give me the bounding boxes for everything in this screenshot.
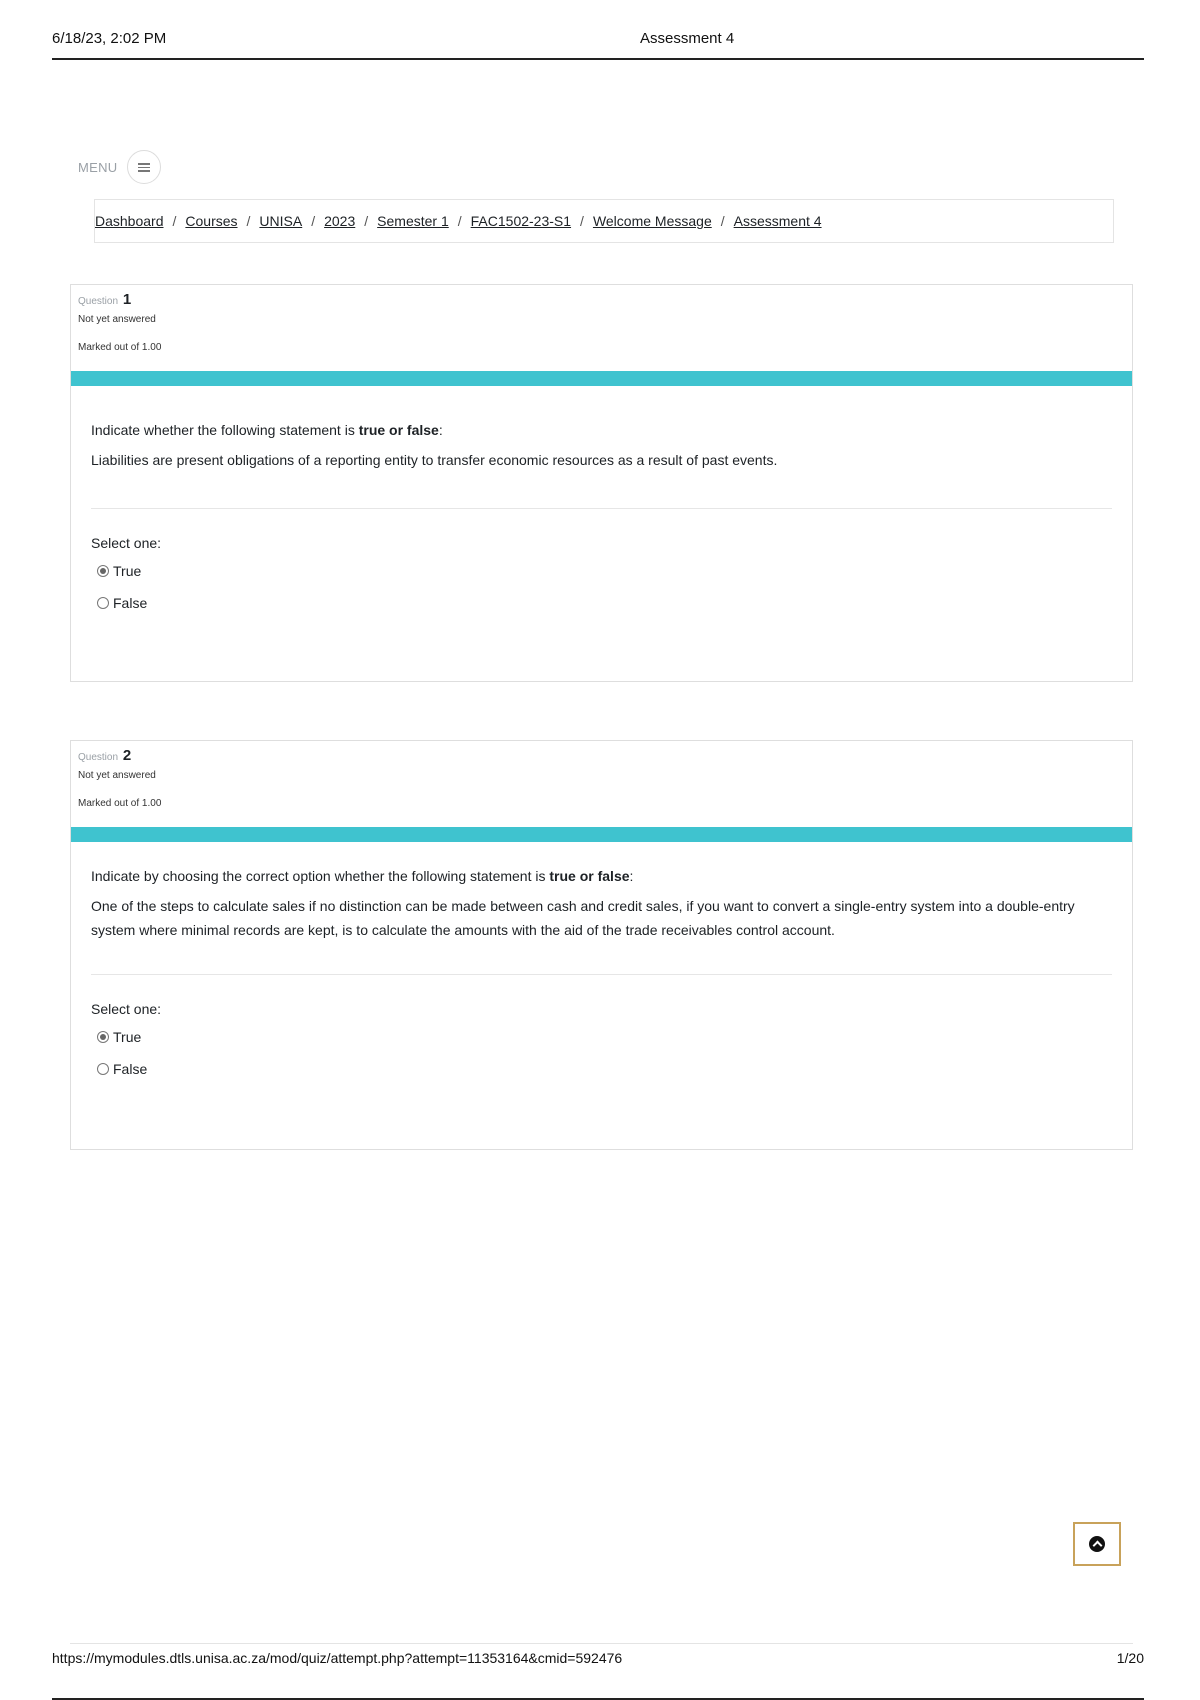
- breadcrumb-link[interactable]: UNISA: [259, 213, 303, 229]
- prompt-text: Indicate by choosing the correct option whether the following statement is: [91, 868, 550, 884]
- question-grade: Marked out of 1.00: [78, 798, 162, 809]
- question-label: Question: [78, 752, 119, 763]
- breadcrumb-link[interactable]: FAC1502-23-S1: [470, 213, 572, 229]
- page-number: 1/20: [1116, 1650, 1144, 1666]
- breadcrumb-item: [95, 213, 185, 229]
- question-prompt: [91, 864, 1112, 888]
- breadcrumb-link[interactable]: 2023: [324, 213, 356, 229]
- option-label: False: [113, 1061, 148, 1077]
- breadcrumb-item: [377, 213, 470, 229]
- prompt-bold: true or false: [549, 868, 630, 884]
- menu-button[interactable]: [127, 150, 161, 184]
- breadcrumb-separator: /: [457, 213, 462, 229]
- breadcrumb-item: [259, 213, 324, 229]
- question-state: Not yet answered: [78, 314, 156, 325]
- breadcrumb-separator: /: [364, 213, 369, 229]
- breadcrumb-link[interactable]: Semester 1: [377, 213, 449, 229]
- menu-label: MENU: [78, 159, 118, 175]
- breadcrumb-link[interactable]: Courses: [185, 213, 238, 229]
- prompt-end: :: [438, 422, 443, 438]
- hamburger-icon: [138, 163, 150, 172]
- option-false[interactable]: [91, 587, 1112, 619]
- print-date: 6/18/23, 2:02 PM: [52, 30, 167, 47]
- question-accent-bar: [71, 371, 1132, 386]
- arrow-up-circle-icon: [1089, 1536, 1105, 1552]
- question-number-value: 2: [122, 747, 132, 764]
- prompt-bold: true or false: [358, 422, 439, 438]
- print-title: Assessment 4: [640, 30, 735, 47]
- radio-false[interactable]: [97, 1063, 109, 1075]
- prompt-end: :: [629, 868, 634, 884]
- option-label: True: [113, 1029, 142, 1045]
- question-prompt: [91, 418, 1112, 442]
- question-state: Not yet answered: [78, 770, 156, 781]
- question-1: [70, 284, 1133, 682]
- breadcrumb-link[interactable]: Welcome Message: [592, 213, 712, 229]
- breadcrumb-item: [593, 213, 734, 229]
- question-content: [71, 864, 1132, 1085]
- breadcrumb-separator: /: [246, 213, 251, 229]
- print-footer: [52, 1650, 1144, 1700]
- question-statement: Liabilities are present obligations of a reporting entity to transfer economic resources as a result of past events.: [91, 452, 778, 468]
- print-url: https://mymodules.dtls.unisa.ac.za/mod/quiz/attempt.php?attempt=11353164&cmid=592476: [52, 1650, 623, 1666]
- question-statement: One of the steps to calculate sales if no distinction can be made between cash and credit sales, if you want to convert a single-entry system into a double-entry system where minimal records are kept, is to calculate the amounts with the aid of the trade receivables control account.: [91, 898, 1075, 938]
- radio-true[interactable]: [97, 1031, 109, 1043]
- question-label: Question: [78, 296, 119, 307]
- menu-toggle[interactable]: [78, 150, 161, 184]
- breadcrumb-item: [324, 213, 377, 229]
- breadcrumb-link[interactable]: Assessment 4: [733, 213, 822, 229]
- question-2: [70, 740, 1133, 1150]
- select-one-label: Select one:: [91, 1001, 162, 1017]
- question-info: [71, 741, 1132, 827]
- question-content: [71, 418, 1132, 619]
- breadcrumb: [94, 199, 1114, 243]
- radio-true[interactable]: [97, 565, 109, 577]
- question-number: [78, 747, 1132, 769]
- question-grade: Marked out of 1.00: [78, 342, 162, 353]
- breadcrumb-separator: /: [720, 213, 725, 229]
- option-label: False: [113, 595, 148, 611]
- option-label: True: [113, 563, 142, 579]
- breadcrumb-item: [185, 213, 259, 229]
- select-one-label: Select one:: [91, 535, 162, 551]
- breadcrumb-separator: /: [172, 213, 177, 229]
- question-number: [78, 291, 1132, 313]
- question-divider: [91, 974, 1112, 975]
- footer-divider: [70, 1643, 1133, 1644]
- question-accent-bar: [71, 827, 1132, 842]
- breadcrumb-item: [734, 213, 822, 229]
- print-header: [52, 26, 1144, 60]
- breadcrumb-list: [95, 213, 822, 229]
- question-divider: [91, 508, 1112, 509]
- breadcrumb-separator: /: [580, 213, 584, 229]
- breadcrumb-item: [471, 213, 593, 229]
- back-to-top-button[interactable]: [1073, 1522, 1121, 1566]
- question-number-value: 1: [122, 291, 132, 308]
- question-info: [71, 285, 1132, 371]
- breadcrumb-separator: /: [311, 213, 316, 229]
- option-false[interactable]: [91, 1053, 1112, 1085]
- breadcrumb-link[interactable]: Dashboard: [95, 213, 164, 229]
- prompt-text: Indicate whether the following statement is: [91, 422, 359, 438]
- option-true[interactable]: [91, 1021, 1112, 1053]
- option-true[interactable]: [91, 555, 1112, 587]
- radio-false[interactable]: [97, 597, 109, 609]
